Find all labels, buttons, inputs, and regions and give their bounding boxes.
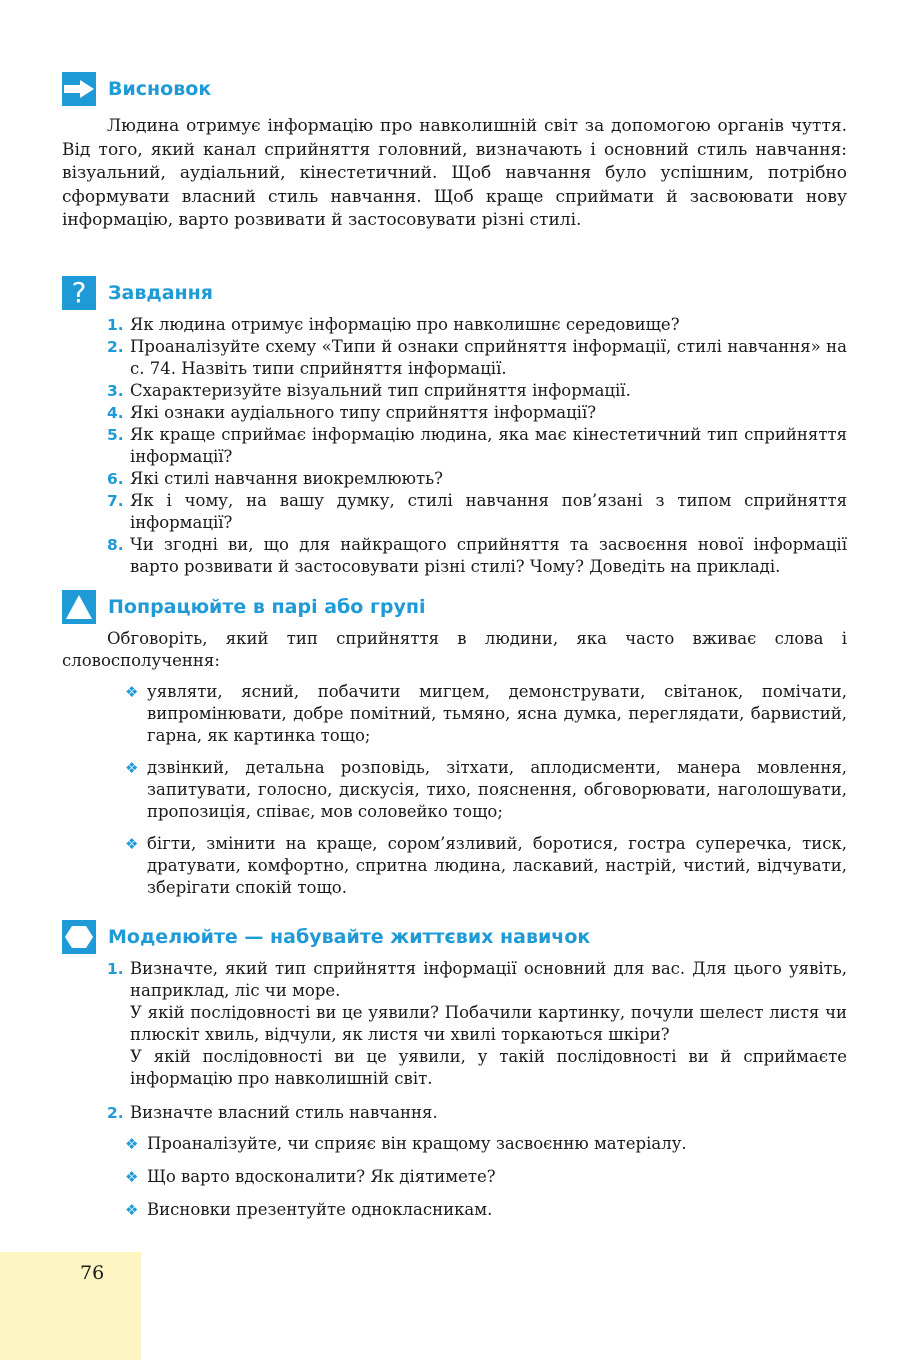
diamond-bullet-icon: ❖ bbox=[125, 1201, 139, 1219]
model-list bbox=[62, 958, 847, 1124]
group-work-intro: Обговоріть, який тип сприйняття в людини, яка часто вживає слова і словосполучення: bbox=[62, 629, 847, 670]
model-item: 1. Визначте, який тип сприйняття інформації основний для вас. Для цього уявіть, наприклад, ліс чи море. У якій послідовності ви це уявили? Побачили картинку, почули шелест листя чи плюскіт хвиль, відчули, як листя чи хвилі торкаються шкіри? У якій послідовності ви це уявили, у такій послідовності ви й сприймаєте інформацію про навколишній світ. bbox=[107, 959, 847, 1088]
conclusion-section bbox=[62, 72, 847, 233]
conclusion-title: Висновок bbox=[108, 78, 212, 100]
task-item: 2. Проаналізуйте схему «Типи й ознаки сприйняття інформації, стилі навчання» на с. 74. Назвіть типи сприйняття інформації. bbox=[107, 337, 847, 378]
task-item: 1. Як людина отримує інформацію про навколишнє середовище? bbox=[107, 315, 680, 334]
list-item: ❖ Висновки презентуйте однокласникам. bbox=[125, 1200, 493, 1219]
task-item: 7. Як і чому, на вашу думку, стилі навчання пов’язані з типом сприйняття інформації? bbox=[107, 491, 847, 532]
hexagon-icon bbox=[62, 920, 96, 954]
group-work-section bbox=[62, 590, 847, 899]
list-item: ❖ уявляти, ясний, побачити мигцем, демонструвати, світанок, помічати, випромінювати, добре помітний, тьмяно, ясна думка, переглядати, барвистий, гарна, як картинка тощо; bbox=[125, 682, 847, 745]
list-item: ❖ Що варто вдосконалити? Як діятимете? bbox=[125, 1167, 496, 1186]
tasks-title: Завдання bbox=[108, 282, 213, 304]
page-tab bbox=[0, 1252, 141, 1360]
task-item: 3. Схарактеризуйте візуальний тип сприйняття інформації. bbox=[107, 381, 631, 400]
diamond-bullet-icon: ❖ bbox=[125, 683, 139, 701]
diamond-bullet-icon: ❖ bbox=[125, 759, 139, 777]
task-item: 6. Які стилі навчання виокремлюють? bbox=[107, 469, 443, 488]
question-mark-icon: ? bbox=[62, 276, 96, 310]
tasks-header bbox=[62, 276, 847, 310]
task-item: 4. Які ознаки аудіального типу сприйняття інформації? bbox=[107, 403, 597, 422]
list-item: ❖ Проаналізуйте, чи сприяє він кращому засвоєнню матеріалу. bbox=[125, 1134, 687, 1153]
conclusion-header bbox=[62, 72, 847, 106]
group-work-header bbox=[62, 590, 847, 624]
list-item: ❖ дзвінкий, детальна розповідь, зітхати, аплодисменти, манера мовлення, запитувати, голосно, дискусія, тихо, пояснення, обговорювати, наголошувати, пропозиція, співає, мов соловейко тощо; bbox=[125, 758, 847, 821]
task-item: 5. Як краще сприймає інформацію людина, яка має кінестетичний тип сприйняття інформації? bbox=[107, 425, 847, 466]
diamond-bullet-icon: ❖ bbox=[125, 1135, 139, 1153]
task-item: 8. Чи згодні ви, що для найкращого сприйняття та засвоєння нової інформації варто розвивати й застосовувати різні стилі? Чому? Доведіть на прикладі. bbox=[107, 535, 847, 576]
group-work-title: Попрацюйте в парі або групі bbox=[108, 596, 426, 618]
model-item: 2. Визначте власний стиль навчання. bbox=[107, 1103, 438, 1122]
model-section bbox=[62, 920, 847, 1221]
model-title: Моделюйте — набувайте життєвих навичок bbox=[108, 926, 591, 948]
tasks-section bbox=[62, 276, 847, 578]
arrow-right-icon bbox=[62, 72, 96, 106]
conclusion-text: Людина отримує інформацію про навколишній світ за допомогою органів чуття. Від того, який канал сприйняття головний, визначають і основний стиль навчання: візуальний, аудіальний, кінестетичний. Щоб навчання було успішним, потрібно сформувати власний стиль навчання. Щоб краще сприймати й засвоювати нову інформацію, варто розвивати й застосовувати різні стилі. bbox=[62, 116, 847, 230]
page-number: 76 bbox=[80, 1262, 105, 1284]
tasks-list bbox=[62, 314, 847, 578]
diamond-bullet-icon: ❖ bbox=[125, 835, 139, 853]
triangle-icon bbox=[62, 590, 96, 624]
model-header bbox=[62, 920, 847, 954]
diamond-bullet-icon: ❖ bbox=[125, 1168, 139, 1186]
list-item: ❖ бігти, змінити на краще, сором’язливий, боротися, гостра суперечка, тиск, дратувати, комфортно, спритна людина, ласкавий, настрій, чистий, відчувати, зберігати спокій тощо. bbox=[125, 834, 847, 897]
